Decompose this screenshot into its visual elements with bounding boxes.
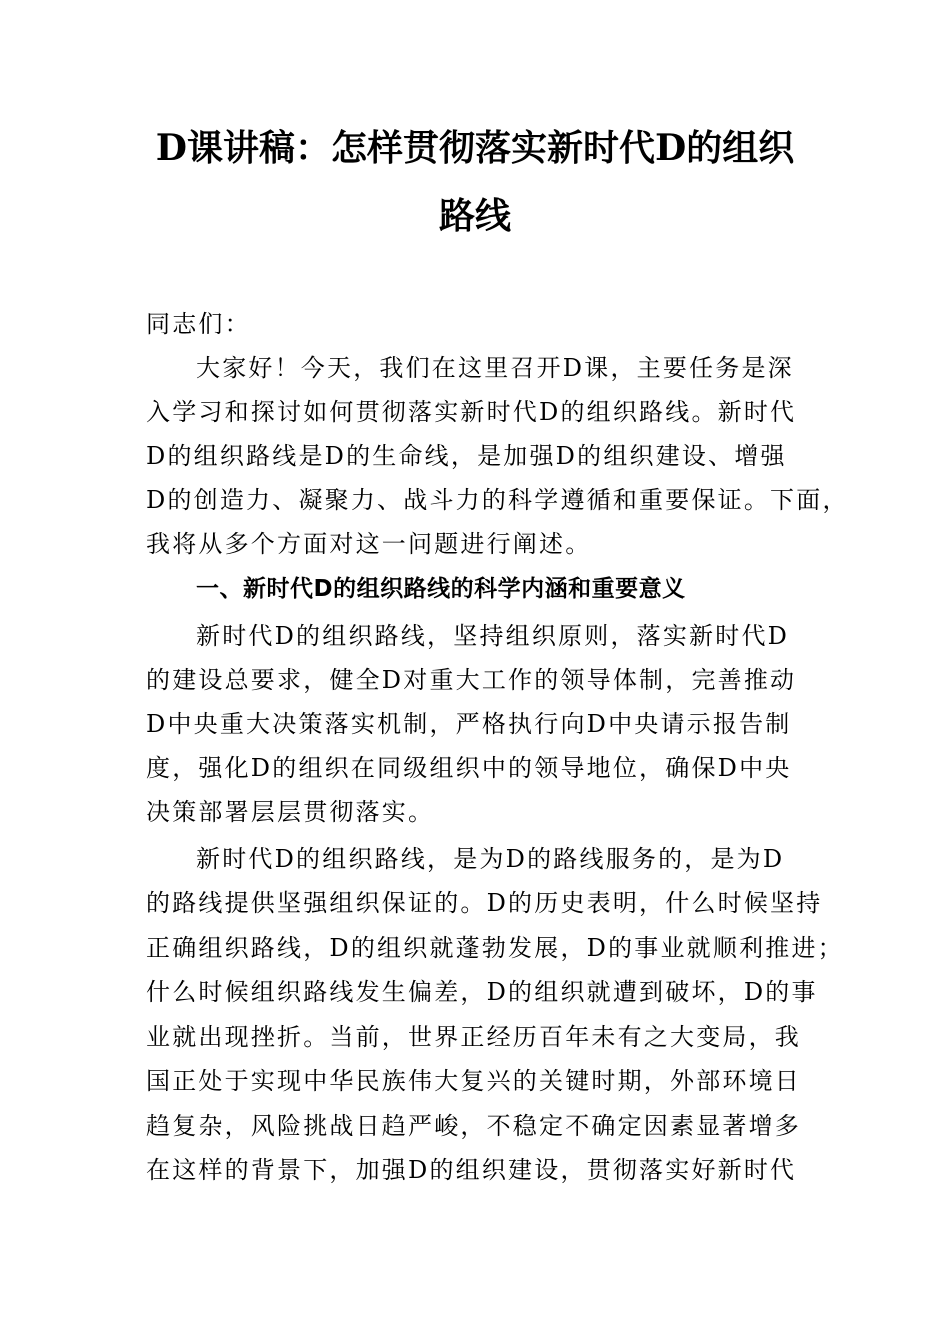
paragraph-1-line: D的组织路线是D的生命线，是加强D的组织建设、增强: [146, 442, 787, 470]
paragraph-3-line: 国正处于实现中华民族伟大复兴的关键时期，外部环境日: [146, 1067, 801, 1095]
paragraph-3-line: 在这样的背景下，加强D的组织建设，贯彻落实好新时代: [146, 1156, 797, 1184]
paragraph-3-line: 正确组织路线，D的组织就蓬勃发展，D的事业就顺利推进；: [146, 934, 844, 962]
paragraph-1-line: 入学习和探讨如何贯彻落实新时代D的组织路线。新时代: [146, 398, 797, 426]
paragraph-2-line: D中央重大决策落实机制，严格执行向D中央请示报告制: [146, 710, 792, 738]
document-title-line-1: D课讲稿：怎样贯彻落实新时代D的组织: [155, 127, 795, 169]
paragraph-1-line: D的创造力、凝聚力、战斗力的科学遵循和重要保证。下面，: [146, 486, 849, 514]
salutation: 同志们：: [146, 310, 251, 338]
paragraph-1-line: 我将从多个方面对这一问题进行阐述。: [146, 530, 592, 558]
paragraph-1-line: 大家好！今天，我们在这里召开D课，主要任务是深: [196, 354, 794, 382]
paragraph-2-line: 新时代D的组织路线，坚持组织原则，落实新时代D: [196, 622, 790, 650]
paragraph-2-line: 决策部署层层贯彻落实。: [146, 798, 435, 826]
section-1-heading: 一、新时代D的组织路线的科学内涵和重要意义: [196, 576, 686, 602]
paragraph-3-line: 业就出现挫折。当前，世界正经历百年未有之大变局，我: [146, 1023, 801, 1051]
document-title-line-2: 路线: [438, 195, 511, 237]
paragraph-3-line: 的路线提供坚强组织保证的。D的历史表明，什么时候坚持: [146, 889, 823, 917]
paragraph-3-line: 新时代D的组织路线，是为D的路线服务的，是为D: [196, 845, 785, 873]
paragraph-3-line: 趋复杂，风险挑战日趋严峻，不稳定不确定因素显著增多: [146, 1112, 801, 1140]
paragraph-2-line: 的建设总要求，健全D对重大工作的领导体制，完善推动: [146, 666, 797, 694]
paragraph-3-line: 什么时候组织路线发生偏差，D的组织就遭到破坏，D的事: [146, 978, 818, 1006]
paragraph-2-line: 度，强化D的组织在同级组织中的领导地位，确保D中央: [146, 754, 792, 782]
